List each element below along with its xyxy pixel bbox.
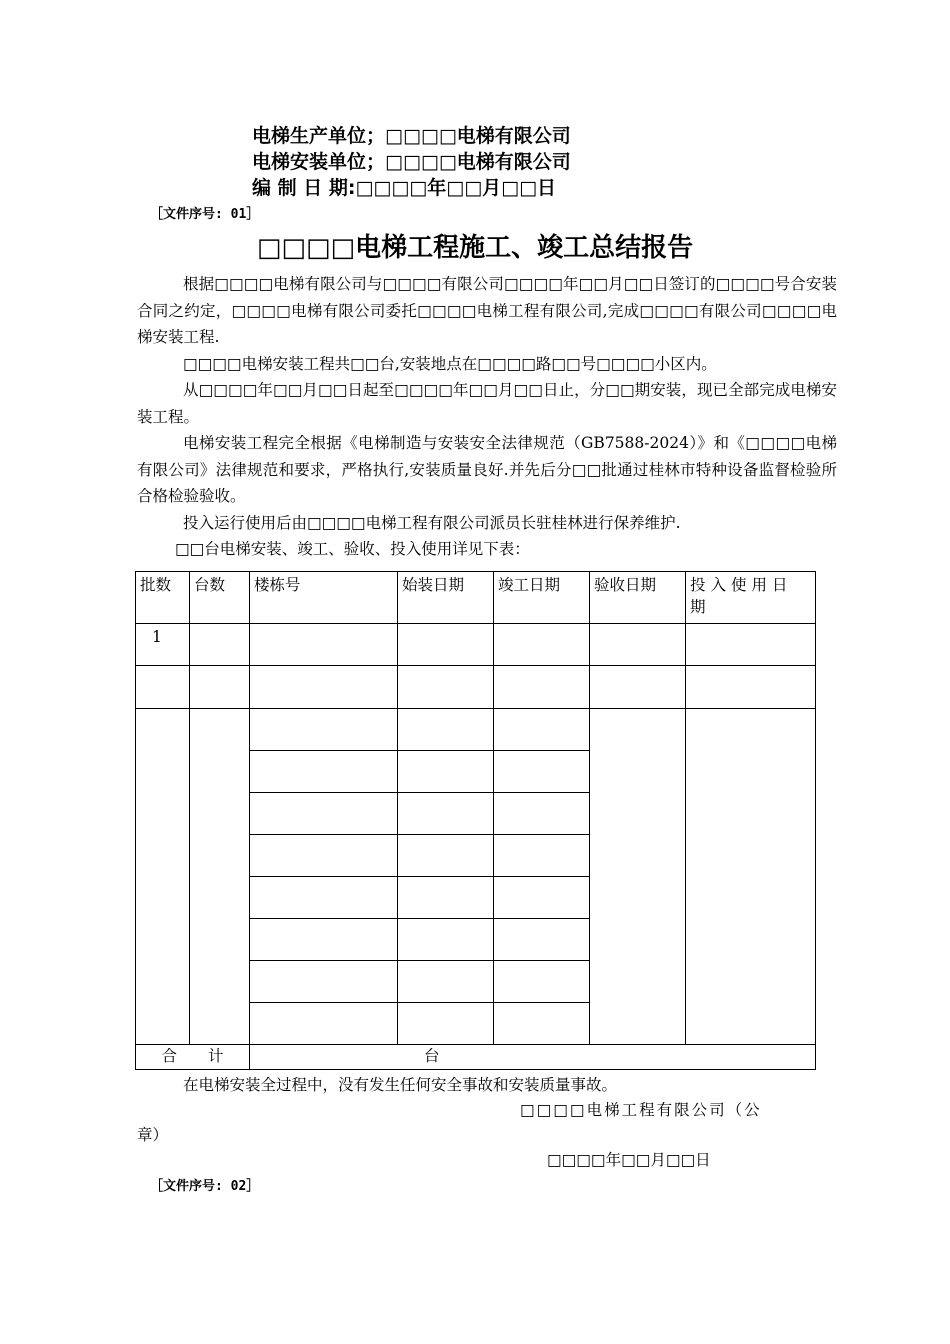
table-cell [398,793,494,835]
header-batch: 批数 [136,572,190,624]
table-cell [398,1003,494,1045]
table-cell [250,1003,398,1045]
table-cell [398,666,494,709]
paragraph: 根据□□□□电梯有限公司与□□□□有限公司□□□□年□□月□□日签订的□□□□号合安装合同之约定，□□□□电梯有限公司委托□□□□电梯工程有限公司,完成□□□□有限公司□□□□电梯安装工程. [137,275,837,346]
paragraph: 从□□□□年□□月□□日起至□□□□年□□月□□日止，分□□期安装，现已全部完成电梯安装工程。 [137,381,837,426]
header-acceptance-date: 验收日期 [590,572,686,624]
table-cell [250,709,398,751]
header-count: 台数 [190,572,250,624]
table-row [136,709,816,751]
table-cell [590,666,686,709]
table-cell [494,877,590,919]
table-cell [398,624,494,666]
table-cell [190,666,250,709]
table-cell [250,919,398,961]
table-cell [590,624,686,666]
table-cell [250,793,398,835]
batch-number: 1 [136,624,190,666]
table-cell [250,961,398,1003]
installer-line: 电梯安装单位；□□□□电梯有限公司 [252,151,571,173]
table-cell [494,961,590,1003]
document-serial-next: ［文件序号: 02］ [150,1179,260,1194]
table-cell [494,835,590,877]
table-cell [398,919,494,961]
table-cell [250,877,398,919]
signature-date: □□□□年□□月□□日 [547,1151,711,1169]
table-cell [136,666,190,709]
table-cell [494,751,590,793]
table-cell [494,709,590,751]
table-cell [590,709,686,1045]
report-body [137,271,837,563]
table-cell [494,666,590,709]
table-cell [398,877,494,919]
table-cell [190,624,250,666]
table-cell [250,835,398,877]
table-cell [190,709,250,1045]
paragraph: □□台电梯安装、竣工、验收、投入使用详见下表： [175,540,530,558]
header-start-date: 始装日期 [398,572,494,624]
table-cell [494,1003,590,1045]
table-cell [494,624,590,666]
table-total-row [136,1045,816,1070]
signature-company: □□□□电梯工程有限公司（公 [520,1101,762,1119]
paragraph: □□□□电梯安装工程共□□台,安装地点在□□□□路□□号□□□□小区内。 [183,354,717,373]
page-title: □□□□电梯工程施工、竣工总结报告 [256,233,694,263]
table-cell [250,624,398,666]
total-unit: 台 [250,1045,816,1070]
table-cell [686,666,816,709]
paragraph: 投入运行使用后由□□□□电梯工程有限公司派员长驻桂林进行保养维护. [183,513,681,532]
table-cell [398,709,494,751]
table-header-row [136,572,816,624]
table-cell [686,709,816,1045]
installation-table [135,571,816,1070]
header-in-service-date: 投入使用日期 [686,572,816,624]
table-cell [494,793,590,835]
header-completion-date: 竣工日期 [494,572,590,624]
document-serial: ［文件序号: 01］ [150,207,260,222]
closing-statement: 在电梯安装全过程中，没有发生任何安全事故和安装质量事故。 [183,1076,618,1094]
table-cell [398,961,494,1003]
table-cell [250,751,398,793]
producer-line: 电梯生产单位；□□□□电梯有限公司 [252,125,571,147]
table-row [136,666,816,709]
table-cell [250,666,398,709]
table-row [136,624,816,666]
signature-company-cont: 章） [137,1126,169,1144]
paragraph: 电梯安装工程完全根据《电梯制造与安装安全法律规范（GB7588-2024）》和《□□□□电梯有限公司》法律规范和要求，严格执行,安装质量良好.并先后分□□批通过桂林市特种设备监督检验所合格检验验收。 [137,434,837,505]
table-cell [686,624,816,666]
table-cell [494,919,590,961]
header-building: 楼栋号 [250,572,398,624]
total-label: 合 计 [136,1045,250,1070]
table-cell [398,751,494,793]
table-cell [136,709,190,1045]
compile-date-line: 编 制 日 期:□□□□年□□月□□日 [252,177,557,199]
table-cell [398,835,494,877]
